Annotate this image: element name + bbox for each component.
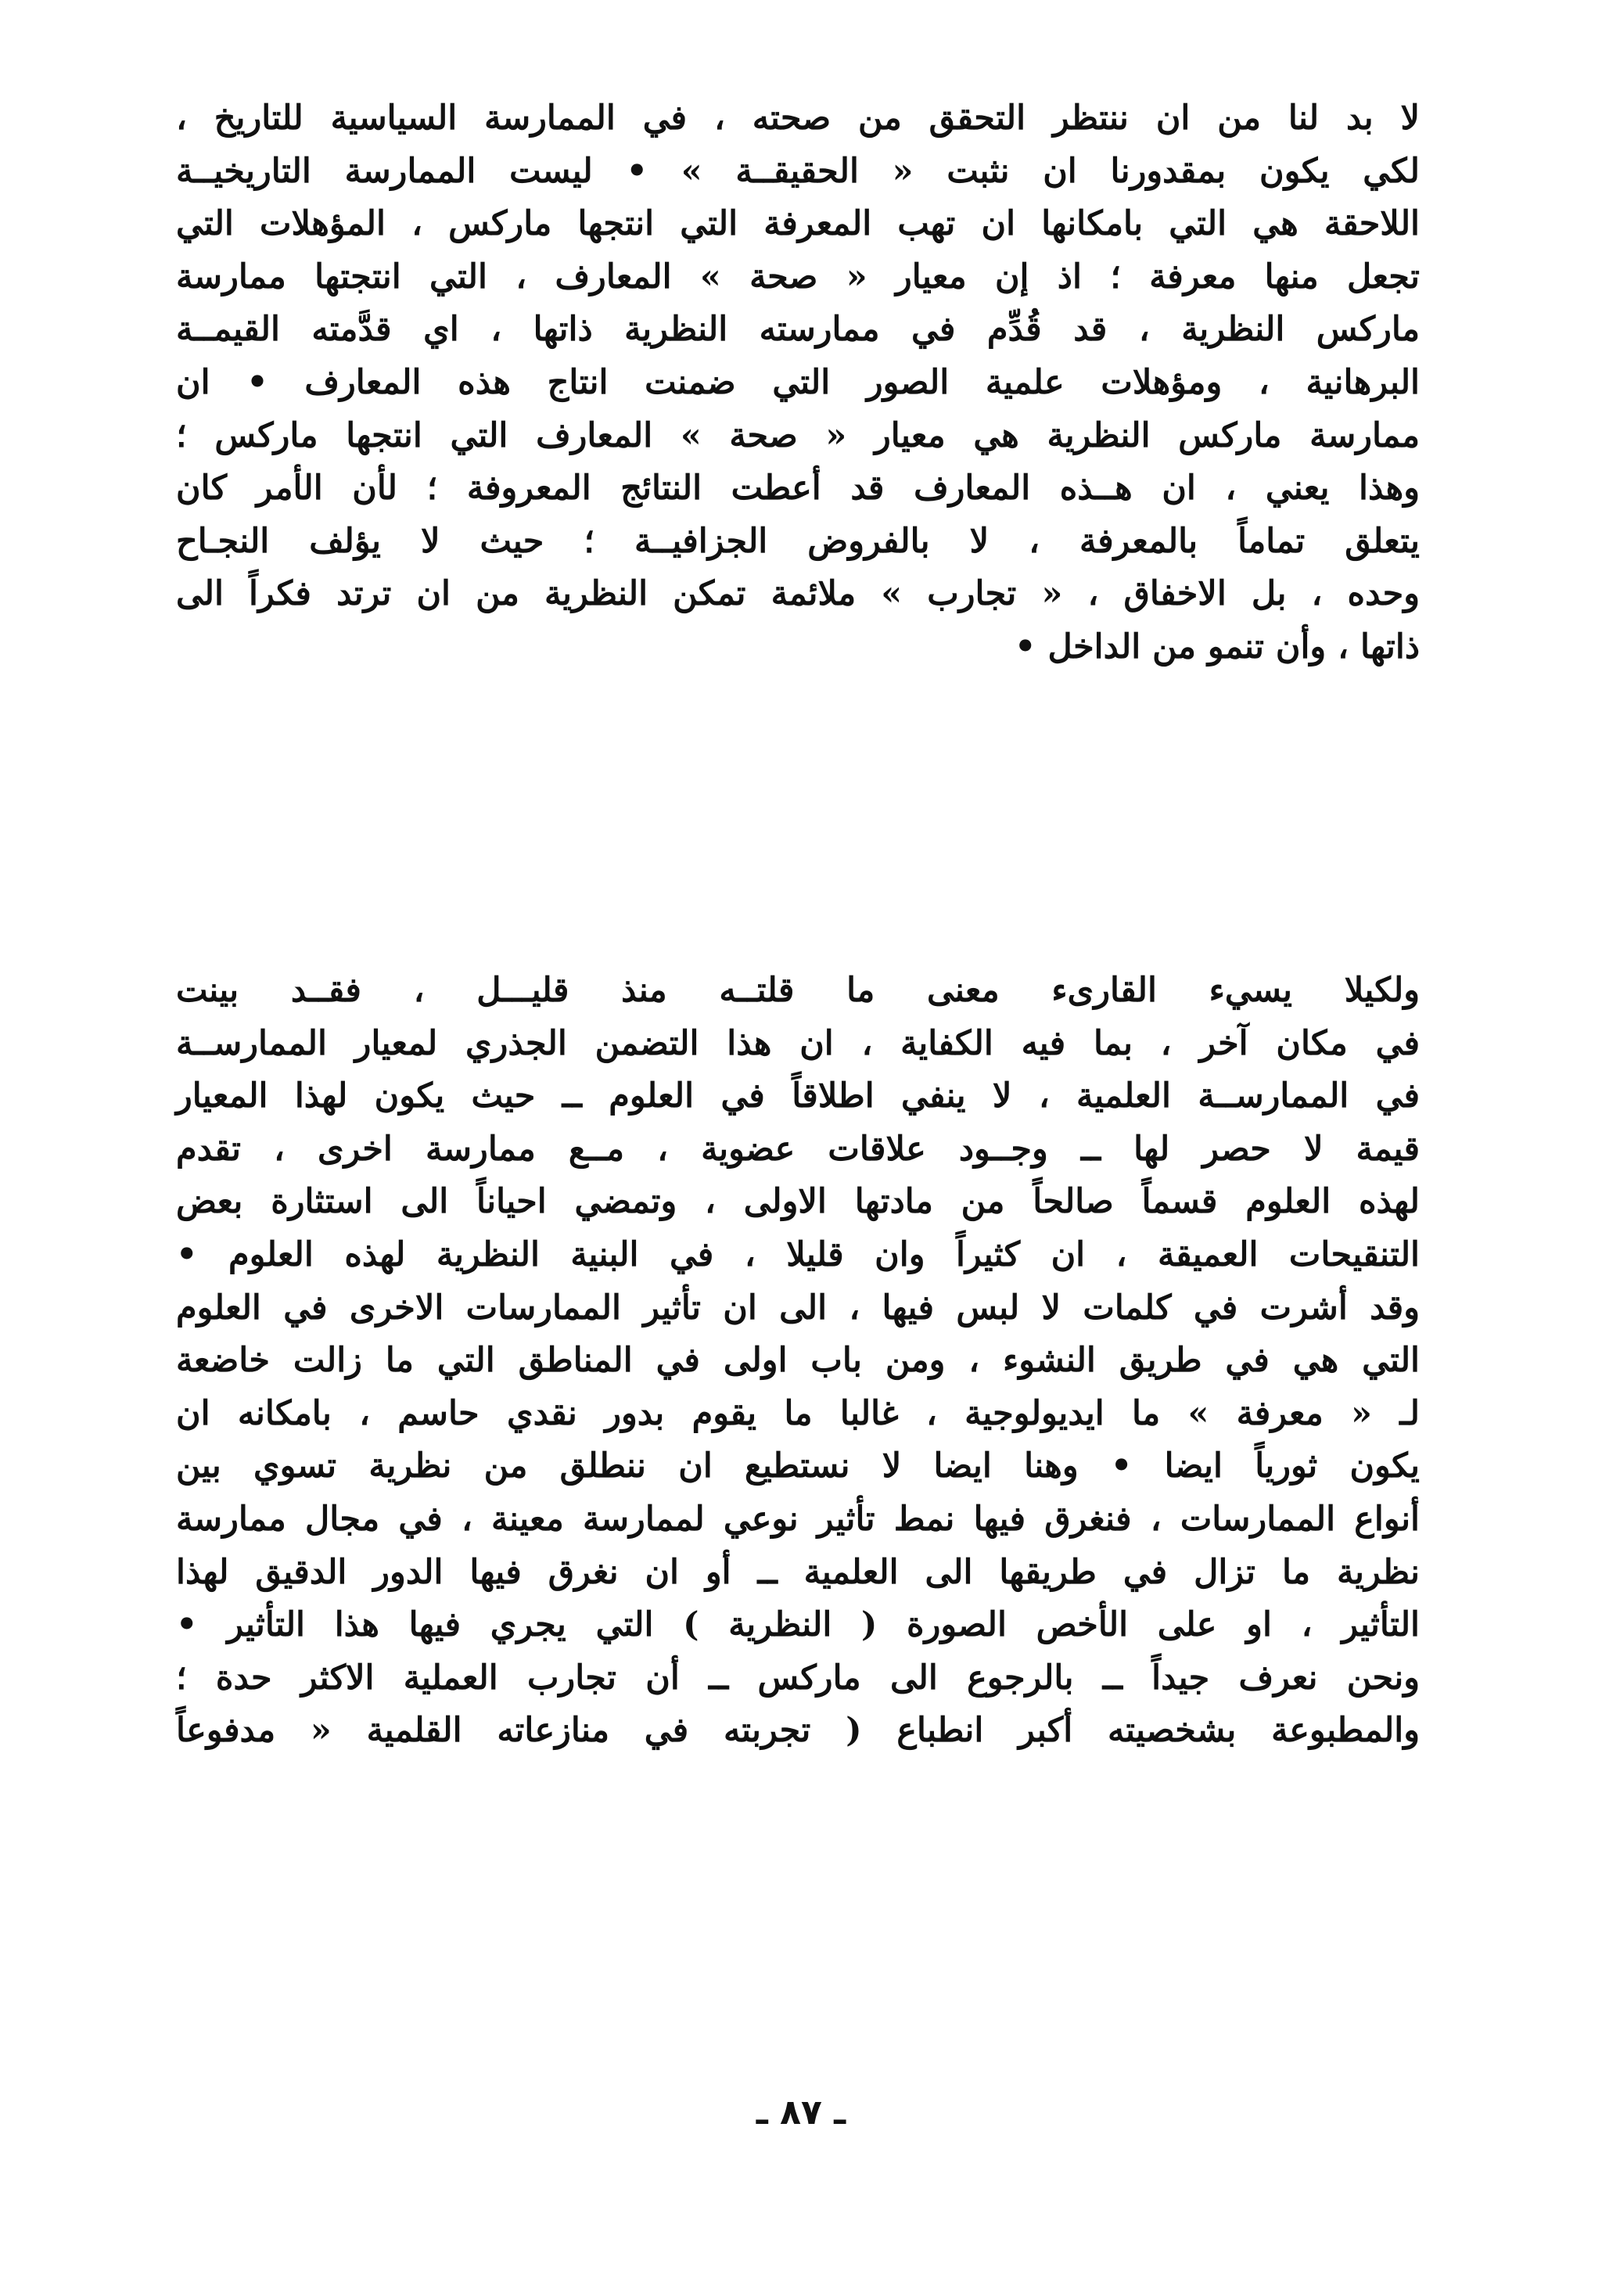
- paragraph-2: [176, 965, 1420, 1758]
- text-line: اللاحقة هي التي بامكانها ان تهب المعرفة التي انتجها ماركس ، المؤهلات التي: [176, 204, 1420, 244]
- text-line: وهذا يعني ، ان هــذه المعارف قد أعطت النتائج المعروفة ؛ لأن الأمر كان: [176, 469, 1420, 508]
- text-line: قيمة لا حصر لها ــ وجــود علاقات عضوية ، مــع ممارسة اخرى ، تقدم: [176, 1129, 1420, 1169]
- text-line: وقد أشرت في كلمات لا لبس فيها ، الى ان تأثير الممارسات الاخرى في العلوم: [176, 1288, 1420, 1328]
- paragraph-1: [176, 92, 1420, 674]
- text-line: لهذه العلوم قسماً صالحاً من مادتها الاولى ، وتمضي احياناً الى استثارة بعض: [176, 1182, 1420, 1222]
- text-line: التنقيحات العميقة ، ان كثيراً وان قليلا ، في البنية النظرية لهذه العلوم •: [176, 1234, 1420, 1274]
- text-line: ممارسة ماركس النظرية هي معيار « صحة » المعارف التي انتجها ماركس ؛: [176, 415, 1420, 455]
- text-line: تجعل منها معرفة ؛ اذ إن معيار « صحة » المعارف ، التي انتجتها ممارسة: [176, 257, 1420, 296]
- text-line: لـ « معرفة » ما ايديولوجية ، غالبا ما يقوم بدور نقدي حاسم ، بامكانه ان: [176, 1393, 1420, 1433]
- text-line: البرهانية ، ومؤهلات علمية الصور التي ضمنت انتاج هذه المعارف • ان: [176, 362, 1420, 402]
- text-line: يكون ثورياً ايضا • وهنا ايضا لا نستطيع ان ننطلق من نظرية تسوي بين: [176, 1446, 1420, 1486]
- text-line: التأثير ، او على الأخص الصورة ( النظرية ) التي يجري فيها هذا التأثير •: [176, 1605, 1420, 1645]
- text-line: يتعلق تماماً بالمعرفة ، لا بالفروض الجزافيــة ؛ حيث لا يؤلف النجـاح: [176, 521, 1420, 561]
- text-line: أنواع الممارسات ، فنغرق فيها نمط تأثير نوعي لممارسة معينة ، في مجال ممارسة: [176, 1499, 1420, 1539]
- page-number: ـ ٨٧ ـ: [756, 2093, 846, 2133]
- text-line: والمطبوعة بشخصيته أكبر انطباع ( تجربته في منازعاته القلمية « مدفوعاً: [176, 1711, 1420, 1751]
- text-line: نظرية ما تزال في طريقها الى العلمية ــ أو ان نغرق فيها الدور الدقيق لهذا: [176, 1552, 1420, 1592]
- text-line: التي هي في طريق النشوء ، ومن باب اولى في المناطق التي ما زالت خاضعة: [176, 1341, 1420, 1381]
- text-line: ماركس النظرية ، قد قُدِّم في ممارسته النظرية ذاتها ، اي قدَّمته القيمــة: [176, 310, 1420, 350]
- text-line: ذاتها ، وأن تنمو من الداخل •: [1015, 627, 1420, 667]
- text-line: في مكان آخر ، بما فيه الكفاية ، ان هذا التضمن الجذري لمعيار الممارســة: [176, 1023, 1420, 1063]
- text-line: وحده ، بل الاخفاق ، « تجارب » ملائمة تمكن النظرية من ان ترتد فكراً الى: [176, 574, 1420, 614]
- text-line: لكي يكون بمقدورنا ان نثبت « الحقيقــة » • ليست الممارسة التاريخيــة: [176, 151, 1420, 191]
- text-line: ونحن نعرف جيداً ــ بالرجوع الى ماركس ــ أن تجارب العملية الاكثر حدة ؛: [176, 1658, 1420, 1698]
- text-line: ولكيلا يسيء القارىء معنى ما قلتــه منذ قليـــل ، فقــد بينت: [176, 971, 1420, 1010]
- text-line: في الممارســة العلمية ، لا ينفي اطلاقاً في العلوم ــ حيث يكون لهذا المعيار: [176, 1076, 1420, 1116]
- text-line: لا بد لنا من ان ننتظر التحقق من صحته ، في الممارسة السياسية للتاريخ ،: [176, 99, 1420, 138]
